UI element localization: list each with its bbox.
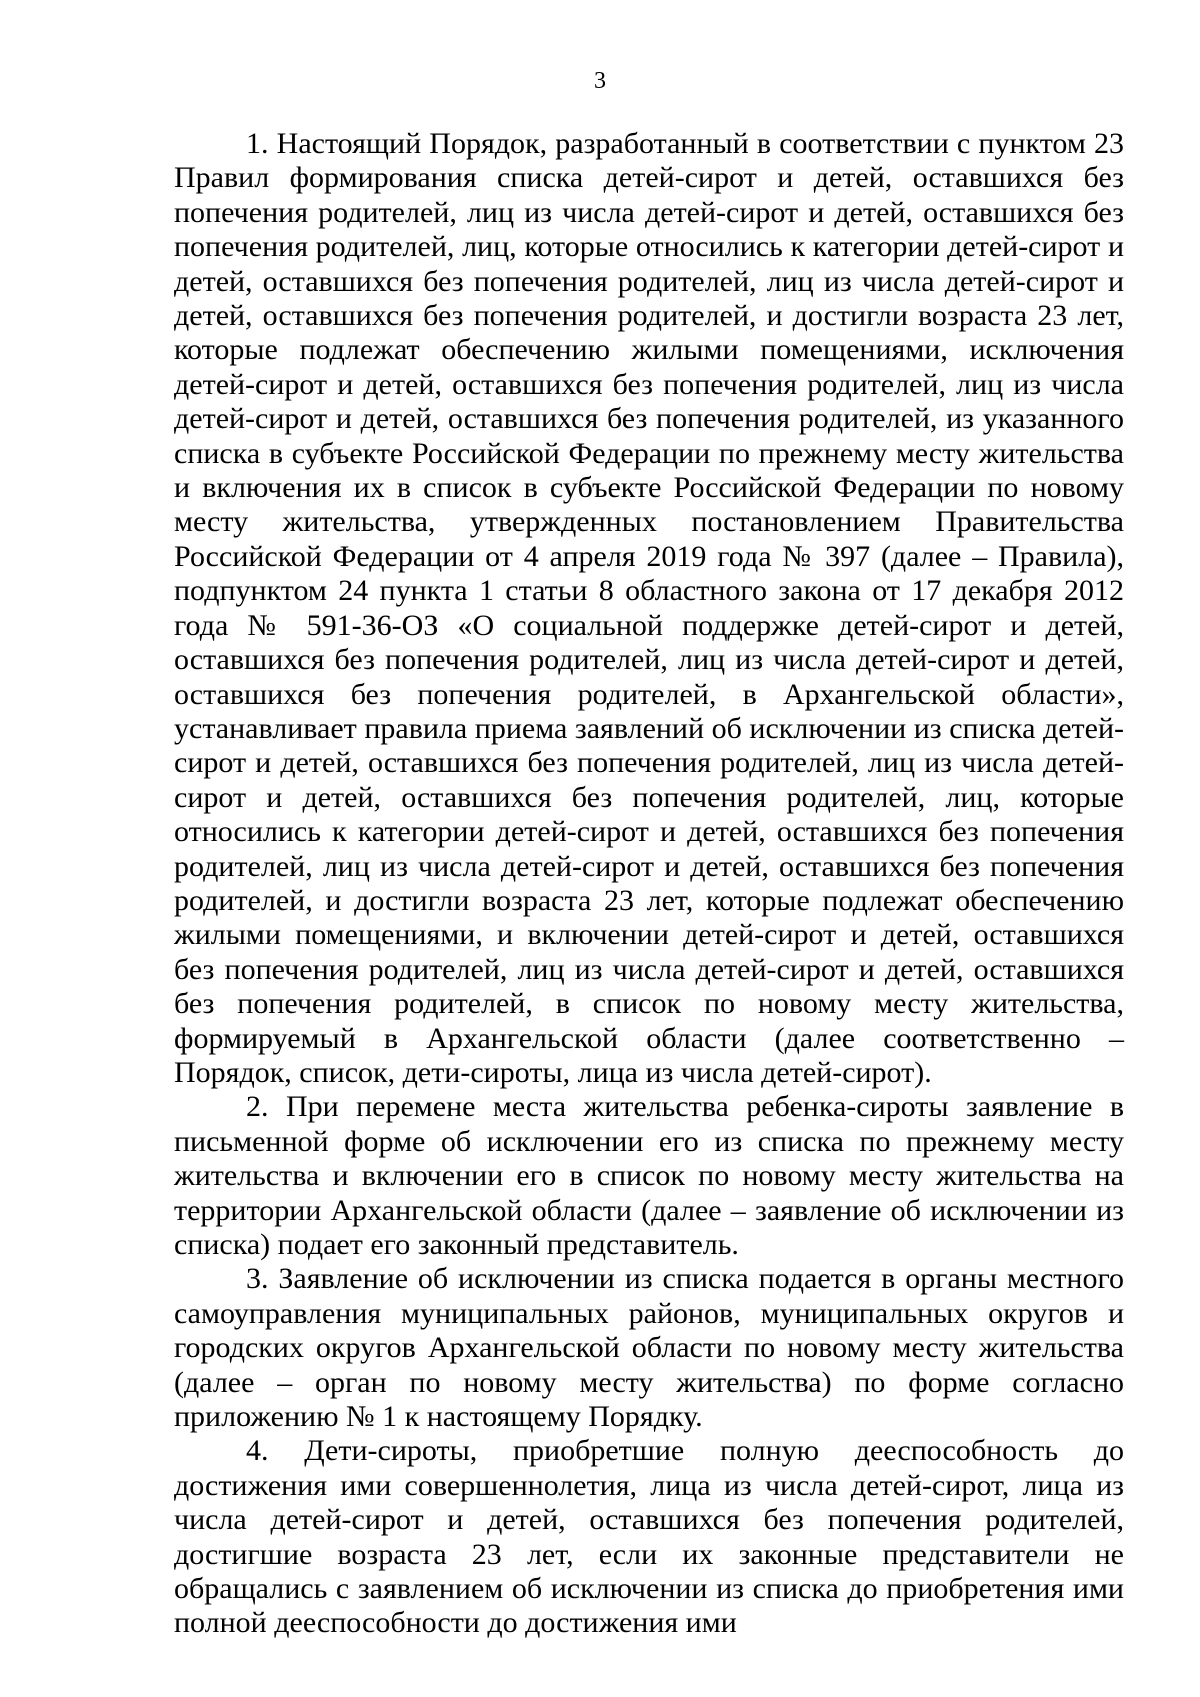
document-body: [174, 127, 1124, 1641]
paragraph-4: 4. Дети-сироты, приобретшие полную дееспособность до достижения ими совершеннолетия, лица из числа детей-сирот, лица из числа детей-сирот и детей, оставшихся без попечения родителей, достигшие возраста 23 лет, если их законные представители не обращались с заявлением об исключении из списка до приобретения ими полной дееспособности до достижения ими: [174, 1434, 1124, 1640]
paragraph-1: 1. Настоящий Порядок, разработанный в соответствии с пунктом 23 Правил формирования списка детей-сирот и детей, оставшихся без попечения родителей, лиц из числа детей-сирот и детей, оставшихся без попечения родителей, лиц, которые относились к категории детей-сирот и детей, оставшихся без попечения родителей, лиц из числа детей-сирот и детей, оставшихся без попечения родителей, и достигли возраста 23 лет, которые подлежат обеспечению жилыми помещениями, исключения детей-сирот и детей, оставшихся без попечения родителей, лиц из числа детей-сирот и детей, оставшихся без попечения родителей, из указанного списка в субъекте Российской Федерации по прежнему месту жительства и включения их в список в субъекте Российской Федерации по новому месту жительства, утвержденных постановлением Правительства Российской Федерации от 4 апреля 2019 года № 397 (далее – Правила), подпунктом 24 пункта 1 статьи 8 областного закона от 17 декабря 2012 года № 591-36-ОЗ «О социальной поддержке детей-сирот и детей, оставшихся без попечения родителей, лиц из числа детей-сирот и детей, оставшихся без попечения родителей, в Архангельской области», устанавливает правила приема заявлений об исключении из списка детей-сирот и детей, оставшихся без попечения родителей, лиц из числа детей-сирот и детей, оставшихся без попечения родителей, лиц, которые относились к категории детей-сирот и детей, оставшихся без попечения родителей, лиц из числа детей-сирот и детей, оставшихся без попечения родителей, и достигли возраста 23 лет, которые подлежат обеспечению жилыми помещениями, и включении детей-сирот и детей, оставшихся без попечения родителей, лиц из числа детей-сирот и детей, оставшихся без попечения родителей, в список по новому месту жительства, формируемый в Архангельской области (далее соответственно – Порядок, список, дети-сироты, лица из числа детей-сирот).: [174, 127, 1124, 1089]
page-number: 3: [594, 68, 606, 94]
paragraph-2: 2. При перемене места жительства ребенка-сироты заявление в письменной форме об исключении его из списка по прежнему месту жительства и включении его в список по новому месту жительства на территории Архангельской области (далее – заявление об исключении из списка) подает его законный представитель.: [174, 1090, 1124, 1261]
paragraph-3: 3. Заявление об исключении из списка подается в органы местного самоуправления муниципальных районов, муниципальных округов и городских округов Архангельской области по новому месту жительства (далее – орган по новому месту жительства) по форме согласно приложению № 1 к настоящему Порядку.: [174, 1262, 1124, 1434]
